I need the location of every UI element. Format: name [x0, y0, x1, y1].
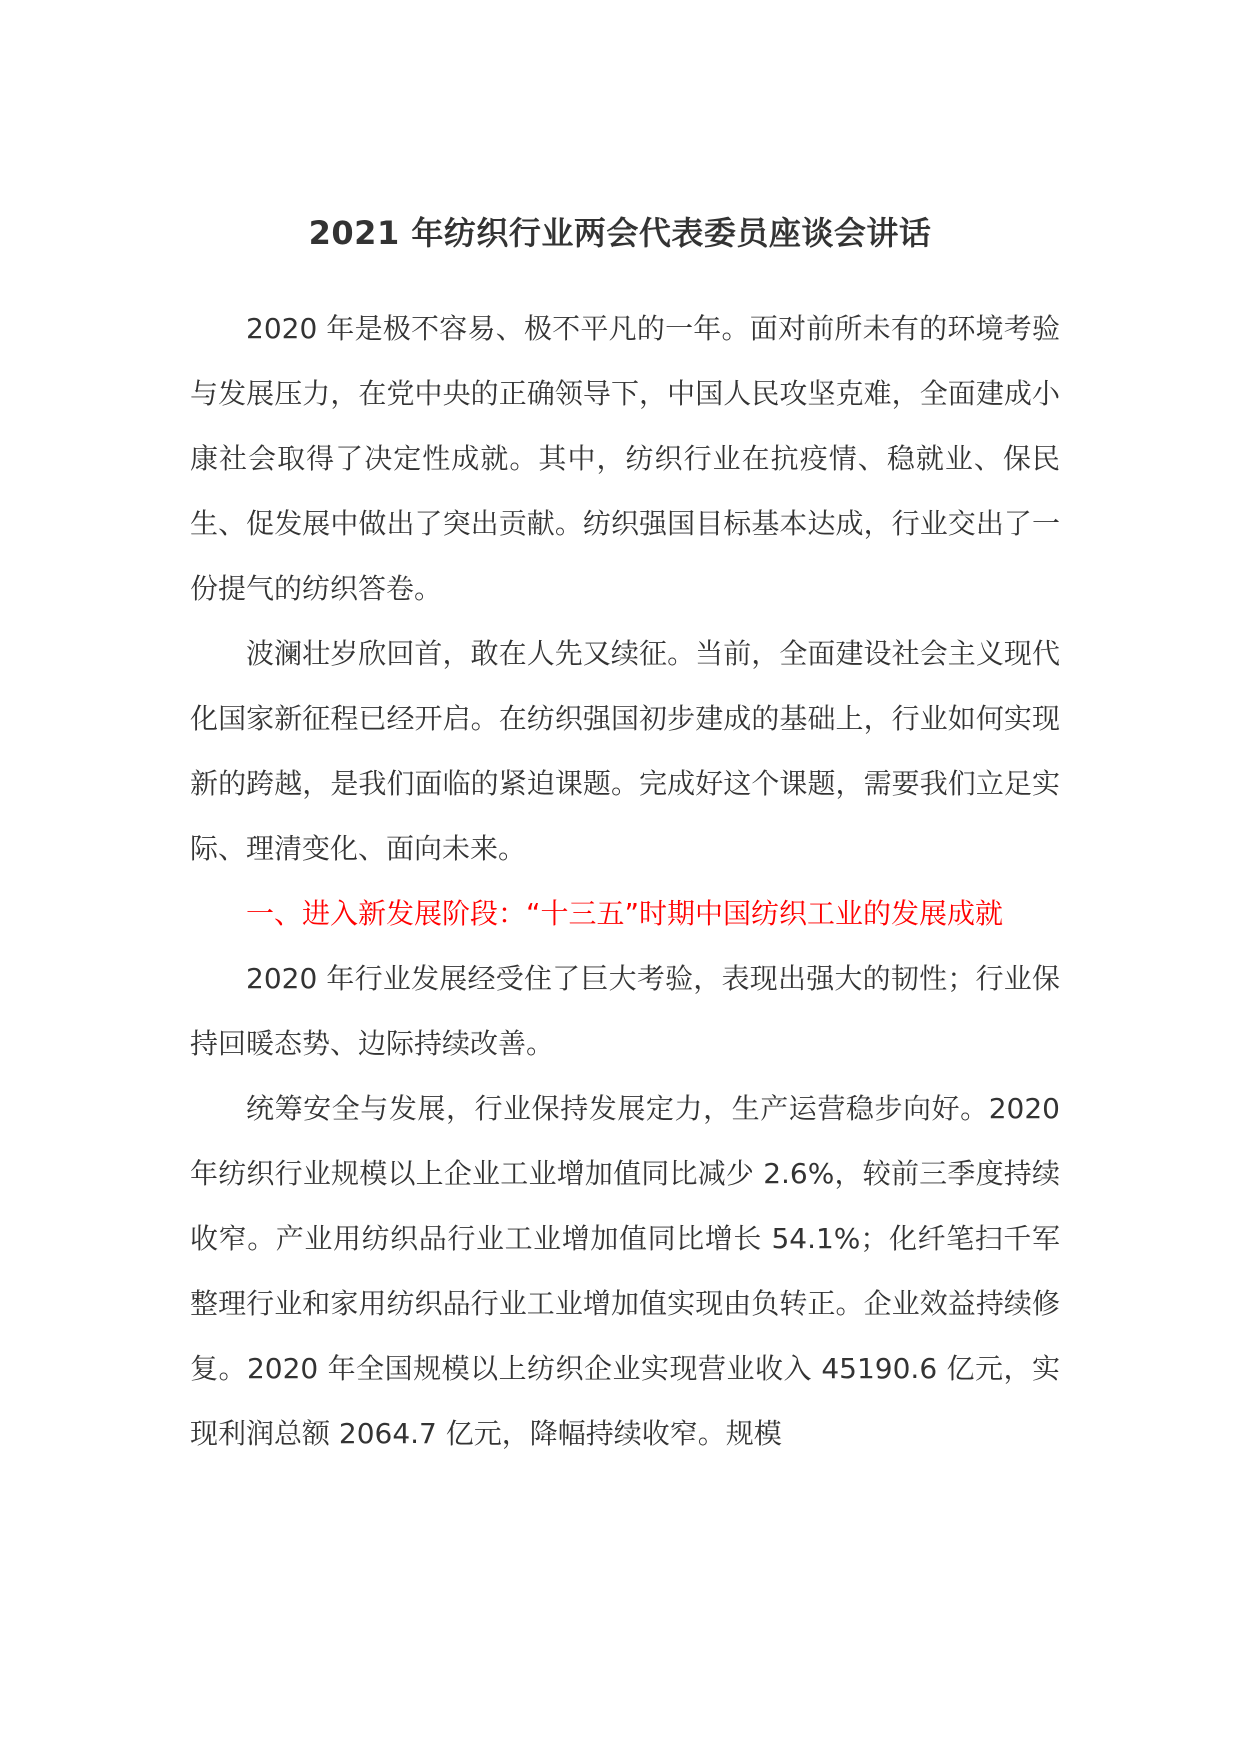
paragraph-outlook: 波澜壮岁欣回首，敢在人先又续征。当前，全面建设社会主义现代化国家新征程已经开启。在纺织强国初步建成的基础上，行业如何实现新的跨越，是我们面临的紧迫课题。完成好这个课题，需要我们立足实际、理清变化、面向未来。	[190, 637, 1060, 865]
paragraph-resilience: 2020 年行业发展经受住了巨大考验，表现出强大的韧性；行业保持回暖态势、边际持续改善。	[190, 962, 1060, 1060]
paragraph-statistics: 统筹安全与发展，行业保持发展定力，生产运营稳步向好。2020 年纺织行业规模以上企业工业增加值同比减少 2.6%，较前三季度持续收窄。产业用纺织品行业工业增加值同比增长 54.1%；化纤笔扫千军整理行业和家用纺织品行业工业增加值实现由负转正。企业效益持续修复。2020 年全国规模以上纺织企业实现营业收入 45190.6 亿元，实现利润总额 2064.7 亿元，降幅持续收窄。规模	[190, 1092, 1060, 1450]
page-title: 2021 年纺织行业两会代表委员座谈会讲话	[308, 214, 932, 252]
paragraph-intro: 2020 年是极不容易、极不平凡的一年。面对前所未有的环境考验与发展压力，在党中央的正确领导下，中国人民攻坚克难，全面建成小康社会取得了决定性成就。其中，纺织行业在抗疫情、稳就业、保民生、促发展中做出了突出贡献。纺织强国目标基本达成，行业交出了一份提气的纺织答卷。	[190, 312, 1060, 605]
document-body	[190, 296, 1060, 1466]
section-heading: 一、进入新发展阶段：“十三五”时期中国纺织工业的发展成就	[246, 897, 1004, 930]
